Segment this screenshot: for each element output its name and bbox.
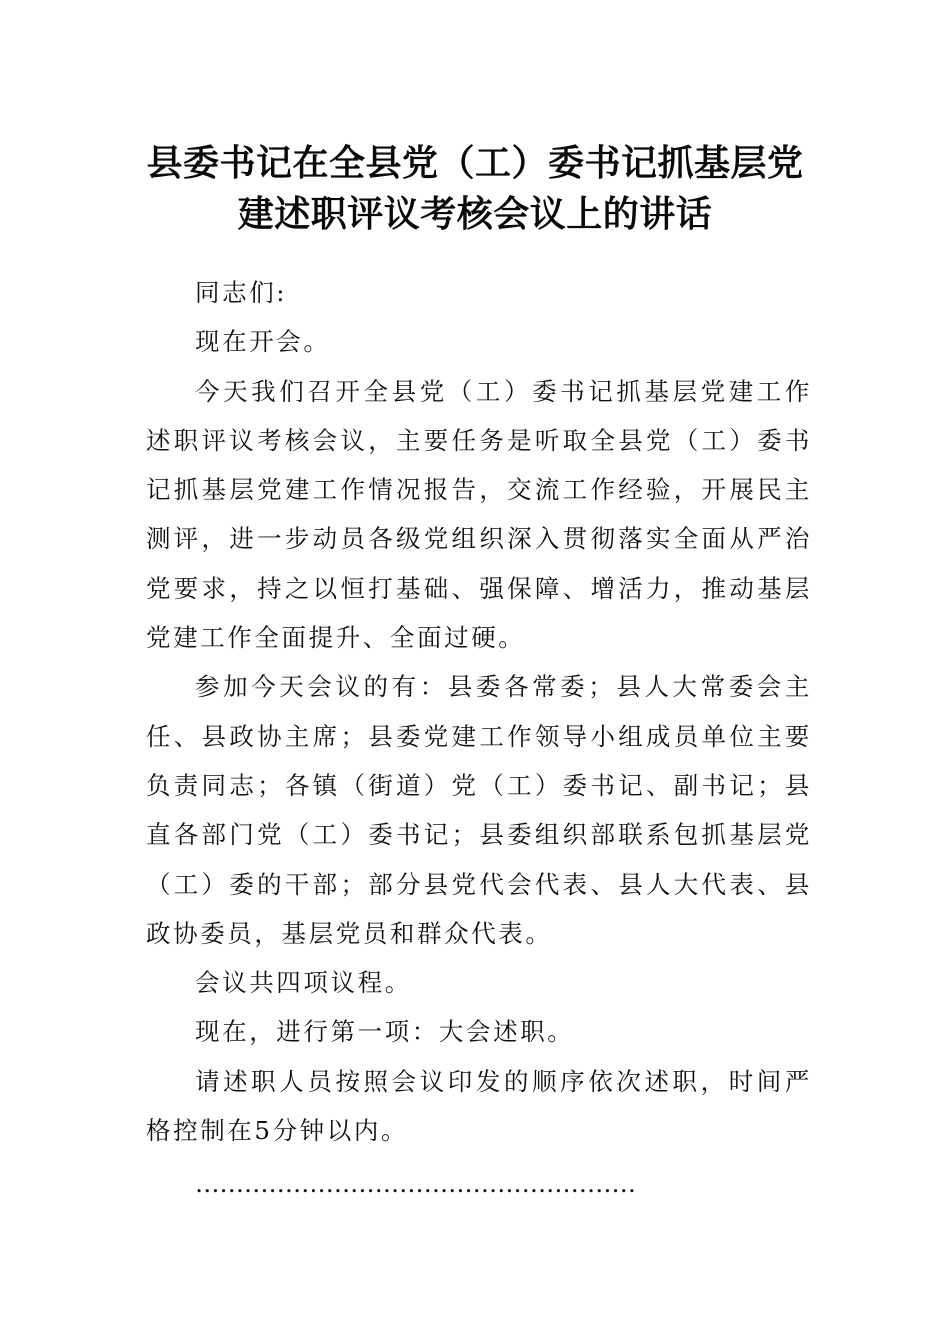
document-title: [0, 138, 950, 240]
document-body: [146, 268, 812, 1209]
paragraph-agenda-count: 会议共四项议程。: [195, 968, 412, 998]
title-line-2: 建述职评议考核会议上的讲话: [237, 194, 713, 235]
paragraph-purpose: 今天我们召开全县党（工）委书记抓基层党建工作述职评议考核会议，主要任务是听取全县党（工）委书记抓基层党建工作情况报告，交流工作经验，开展民主测评，进一步动员各级党组织深入贯彻落实全面从严治党要求，持之以恒打基础、强保障、增活力，推动基层党建工作全面提升、全面过硬。: [146, 376, 812, 653]
salutation: 同志们:: [195, 278, 288, 307]
title-line-1: 县委书记在全县党（工）委书记抓基层党: [146, 143, 804, 184]
paragraph-instructions: 请述职人员按照会议印发的顺序依次述职，时间严格控制在5分钟以内。: [146, 1066, 812, 1146]
ellipsis-line: ………………………………………………: [195, 1169, 636, 1199]
paragraph-agenda-item-1: 现在，进行第一项：大会述职。: [195, 1017, 575, 1047]
opening-remark: 现在开会。: [195, 327, 331, 357]
paragraph-attendees: 参加今天会议的有：县委各常委；县人大常委会主任、县政协主席；县委党建工作领导小组成员单位主要负责同志；各镇（街道）党（工）委书记、副书记；县直各部门党（工）委书记；县委组织部联系包抓基层党（工）委的干部；部分县党代会代表、县人大代表、县政协委员，基层党员和群众代表。: [146, 672, 812, 948]
